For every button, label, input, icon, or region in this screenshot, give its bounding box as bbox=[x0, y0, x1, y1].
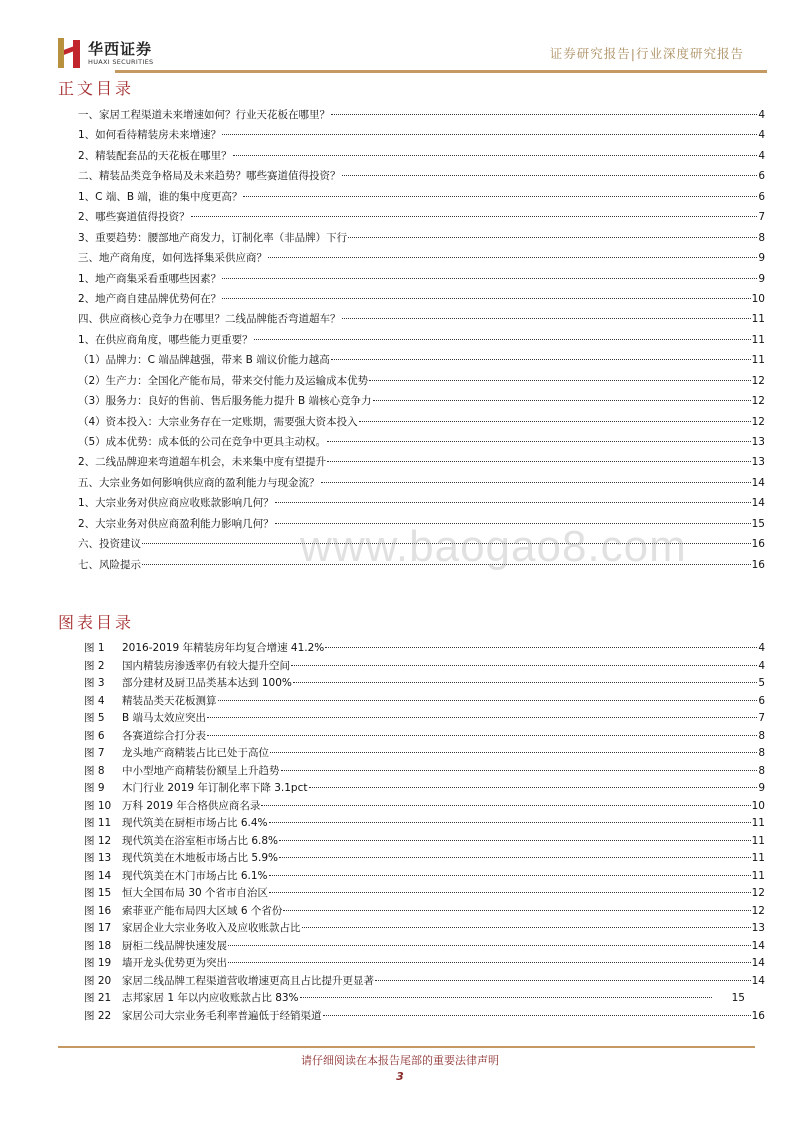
toc-entry[interactable] bbox=[78, 187, 765, 207]
toc-entry[interactable] bbox=[78, 452, 765, 472]
figure-label: 木门行业 2019 年订制化率下降 3.1pct bbox=[122, 782, 308, 794]
toc-entry-label: 2、大宗业务对供应商盈利能力影响几何？ bbox=[78, 517, 274, 530]
report-type-label: 证券研究报告|行业深度研究报告 bbox=[549, 46, 744, 61]
figure-number: 图 13 bbox=[84, 852, 112, 864]
figure-page: 14 bbox=[751, 939, 765, 952]
figure-number: 图 4 bbox=[84, 694, 105, 707]
figure-number: 图 10 bbox=[84, 799, 112, 812]
figure-list bbox=[84, 640, 765, 1025]
toc-entry-label: 2、地产商自建品牌优势何在？ bbox=[78, 292, 222, 305]
figure-entry[interactable] bbox=[84, 868, 765, 886]
dot-leader bbox=[291, 665, 757, 666]
dot-leader bbox=[228, 945, 751, 946]
figure-entry[interactable] bbox=[84, 745, 765, 763]
dot-leader bbox=[283, 910, 750, 911]
toc-entry-label: 二、精装品类竞争格局及未来趋势？哪些赛道值得投资？ bbox=[78, 170, 341, 183]
toc-entry[interactable] bbox=[78, 330, 765, 350]
figure-label: 各赛道综合打分表 bbox=[122, 729, 206, 742]
figure-label: 精装品类天花板测算 bbox=[122, 694, 217, 707]
dot-leader bbox=[268, 257, 757, 258]
dot-leader bbox=[373, 400, 751, 401]
figure-entry[interactable] bbox=[84, 850, 765, 868]
figure-page: 8 bbox=[758, 747, 765, 759]
toc-entry-page: 4 bbox=[758, 149, 765, 162]
dot-leader bbox=[359, 421, 751, 422]
toc-entry-label: 1、C 端、B 端，谁的集中度更高？ bbox=[78, 190, 243, 203]
figure-page: 7 bbox=[758, 712, 765, 724]
figure-number: 图 21 bbox=[84, 992, 112, 1004]
dot-leader bbox=[325, 647, 757, 648]
figure-label: 恒大全国布局 30 个省市自治区 bbox=[122, 887, 269, 899]
dot-leader bbox=[327, 461, 750, 462]
figure-page: 4 bbox=[758, 659, 765, 672]
toc-entry-label: 一、家居工程渠道未来增速如何？行业天花板在哪里？ bbox=[78, 109, 330, 121]
figures-title: 图表目录 bbox=[58, 613, 135, 632]
dot-leader bbox=[269, 892, 751, 893]
figure-entry[interactable] bbox=[84, 763, 765, 781]
dot-leader bbox=[222, 278, 757, 279]
toc-entry-page: 16 bbox=[751, 558, 765, 571]
toc-entry-page: 8 bbox=[758, 231, 765, 244]
toc-entry-label: 七、风险提示 bbox=[78, 558, 141, 571]
toc-entry-page: 14 bbox=[751, 476, 765, 489]
toc-entry[interactable] bbox=[78, 350, 765, 370]
dot-leader bbox=[207, 717, 757, 718]
toc-entry[interactable] bbox=[78, 391, 765, 411]
toc-entry-page: 9 bbox=[758, 252, 765, 265]
figure-entry[interactable] bbox=[84, 903, 765, 921]
figure-label: 家居企业大宗业务收入及应收账款占比 bbox=[122, 922, 301, 934]
logo-name-en: HUAXI SECURITIES bbox=[88, 57, 154, 66]
figure-page: 12 bbox=[751, 887, 765, 899]
dot-leader bbox=[269, 875, 751, 876]
figure-number: 图 15 bbox=[84, 887, 112, 899]
figure-entry[interactable] bbox=[84, 815, 765, 833]
footer-divider bbox=[58, 1046, 755, 1048]
toc-entry-label: 3、重要趋势：腰部地产商发力，订制化率（非品牌）下行 bbox=[78, 231, 348, 244]
dot-leader bbox=[309, 787, 758, 788]
dot-leader bbox=[270, 752, 757, 753]
dot-leader bbox=[207, 735, 757, 736]
toc-entry-page: 12 bbox=[751, 395, 765, 408]
figure-number: 图 9 bbox=[84, 782, 105, 794]
figure-number: 图 14 bbox=[84, 869, 112, 882]
figure-label: 龙头地产商精装占比已处于高位 bbox=[122, 747, 269, 759]
figure-entry[interactable] bbox=[84, 693, 765, 711]
toc-entry[interactable] bbox=[78, 228, 765, 248]
toc-entry-page: 11 bbox=[751, 313, 765, 326]
dot-leader bbox=[369, 380, 750, 381]
figure-number: 图 1 bbox=[84, 642, 105, 654]
figure-page: 8 bbox=[758, 764, 765, 777]
toc-entry-label: （4）资本投入：大宗业务存在一定账期，需要强大资本投入 bbox=[78, 415, 358, 428]
figure-page: 11 bbox=[751, 869, 765, 882]
figure-number: 图 22 bbox=[84, 1009, 112, 1022]
toc-entry[interactable] bbox=[78, 125, 765, 145]
figure-entry[interactable] bbox=[84, 798, 765, 816]
toc-entry-label: 四、供应商核心竞争力在哪里？二线品牌能否弯道超车？ bbox=[78, 313, 341, 326]
toc-entry[interactable] bbox=[78, 207, 765, 227]
dot-leader bbox=[269, 822, 751, 823]
figure-label: 家居公司大宗业务毛利率普遍低于经销渠道 bbox=[122, 1009, 322, 1022]
table-of-contents bbox=[78, 105, 765, 575]
company-logo bbox=[56, 38, 153, 68]
figure-number: 图 18 bbox=[84, 939, 112, 952]
figure-number: 图 2 bbox=[84, 659, 105, 672]
toc-entry[interactable] bbox=[78, 371, 765, 391]
figure-label: B 端马太效应突出 bbox=[122, 712, 207, 724]
figure-label: 墙开龙头优势更为突出 bbox=[122, 957, 227, 969]
figure-number: 图 20 bbox=[84, 974, 112, 987]
watermark: www.baogao8.com bbox=[300, 522, 687, 571]
toc-entry[interactable] bbox=[78, 269, 765, 289]
figure-number: 图 7 bbox=[84, 747, 105, 759]
toc-entry-label: （3）服务力：良好的售前、售后服务能力提升 B 端核心竞争力 bbox=[78, 395, 372, 408]
figure-label: 现代筑美在木地板市场占比 5.9% bbox=[122, 852, 279, 864]
figure-label: 现代筑美在厨柜市场占比 6.4% bbox=[122, 817, 268, 829]
toc-entry-page: 15 bbox=[751, 517, 765, 530]
figure-page: 15 bbox=[731, 992, 745, 1004]
dot-leader bbox=[191, 216, 758, 217]
toc-entry-page: 6 bbox=[758, 170, 765, 183]
toc-entry[interactable] bbox=[78, 166, 765, 186]
toc-entry-page: 14 bbox=[751, 497, 765, 510]
figure-entry[interactable] bbox=[84, 885, 765, 903]
dot-leader bbox=[327, 441, 750, 442]
figure-label: 现代筑美在浴室柜市场占比 6.8% bbox=[122, 834, 279, 847]
figure-page: 14 bbox=[751, 974, 765, 987]
figure-page: 6 bbox=[758, 694, 765, 707]
dot-leader bbox=[342, 175, 758, 176]
figure-entry[interactable] bbox=[84, 938, 765, 956]
figure-number: 图 5 bbox=[84, 712, 105, 724]
toc-entry-page: 11 bbox=[751, 354, 765, 367]
toc-entry-label: 2、精装配套品的天花板在哪里？ bbox=[78, 149, 232, 162]
dot-leader bbox=[331, 114, 757, 115]
dot-leader bbox=[281, 770, 758, 771]
figure-page: 5 bbox=[758, 677, 765, 689]
figure-number: 图 19 bbox=[84, 957, 112, 969]
dot-leader bbox=[243, 196, 757, 197]
toc-entry-label: （1）品牌力：C 端品牌越强，带来 B 端议价能力越高 bbox=[78, 354, 330, 367]
figure-entry[interactable] bbox=[84, 1008, 765, 1026]
dot-leader bbox=[293, 682, 757, 683]
figure-page: 10 bbox=[751, 799, 765, 812]
dot-leader bbox=[233, 155, 758, 156]
toc-title: 正文目录 bbox=[58, 79, 135, 98]
toc-entry-label: 2、哪些赛道值得投资？ bbox=[78, 211, 190, 224]
dot-leader bbox=[331, 359, 751, 360]
toc-entry-page: 11 bbox=[751, 333, 765, 346]
toc-entry-label: （5）成本优势：成本低的公司在竞争中更具主动权。 bbox=[78, 436, 327, 448]
figure-page: 16 bbox=[751, 1009, 765, 1022]
dot-leader bbox=[300, 997, 712, 998]
toc-entry-page: 6 bbox=[758, 190, 765, 203]
figure-entry[interactable] bbox=[84, 990, 765, 1008]
toc-entry-page: 13 bbox=[751, 436, 765, 448]
toc-entry[interactable] bbox=[78, 105, 765, 125]
figure-number: 图 8 bbox=[84, 764, 105, 777]
figure-entry[interactable] bbox=[84, 710, 765, 728]
figure-label: 家居二线品牌工程渠道营收增速更高且占比提升更显著 bbox=[122, 974, 374, 987]
toc-entry-page: 9 bbox=[758, 272, 765, 285]
toc-entry[interactable] bbox=[78, 289, 765, 309]
figure-page: 11 bbox=[751, 817, 765, 829]
toc-entry[interactable] bbox=[78, 412, 765, 432]
figure-label: 国内精装房渗透率仍有较大提升空间 bbox=[122, 659, 290, 672]
logo-mark-icon bbox=[56, 38, 82, 68]
dot-leader bbox=[228, 962, 751, 963]
figure-label: 厨柜二线品牌快速发展 bbox=[122, 939, 227, 952]
figure-page: 13 bbox=[751, 922, 765, 934]
dot-leader bbox=[254, 339, 751, 340]
dot-leader bbox=[348, 237, 757, 238]
dot-leader bbox=[222, 298, 750, 299]
figure-number: 图 3 bbox=[84, 677, 105, 689]
dot-leader bbox=[302, 927, 751, 928]
dot-leader bbox=[375, 980, 751, 981]
toc-entry-label: 2、二线品牌迎来弯道超车机会，未来集中度有望提升 bbox=[78, 456, 327, 469]
figure-page: 11 bbox=[751, 852, 765, 864]
figure-number: 图 17 bbox=[84, 922, 112, 934]
toc-entry-label: 1、在供应商角度，哪些能力更重要？ bbox=[78, 333, 253, 346]
toc-entry-label: （2）生产力：全国化产能布局，带来交付能力及运输成本优势 bbox=[78, 374, 369, 387]
dot-leader bbox=[275, 502, 751, 503]
figure-label: 中小型地产商精装份额呈上升趋势 bbox=[122, 764, 280, 777]
figure-label: 志邦家居 1 年以内应收账款占比 83% bbox=[122, 992, 299, 1004]
figure-entry[interactable] bbox=[84, 728, 765, 746]
figure-page: 8 bbox=[758, 729, 765, 742]
toc-entry[interactable] bbox=[78, 432, 765, 452]
figure-label: 现代筑美在木门市场占比 6.1% bbox=[122, 869, 268, 882]
toc-entry-page: 13 bbox=[751, 456, 765, 469]
figure-page: 11 bbox=[751, 834, 765, 847]
toc-entry-page: 10 bbox=[751, 292, 765, 305]
figure-entry[interactable] bbox=[84, 675, 765, 693]
figure-number: 图 6 bbox=[84, 729, 105, 742]
figure-label: 2016-2019 年精装房年均复合增速 41.2% bbox=[122, 642, 325, 654]
figure-number: 图 12 bbox=[84, 834, 112, 847]
toc-entry[interactable] bbox=[78, 146, 765, 166]
toc-entry-label: 1、大宗业务对供应商应收账款影响几何？ bbox=[78, 497, 274, 510]
logo-name-cn: 华西证券 bbox=[88, 39, 153, 58]
page-number: 3 bbox=[396, 1070, 404, 1083]
figure-page: 9 bbox=[758, 782, 765, 794]
toc-entry-label: 六、投资建议 bbox=[78, 538, 141, 551]
toc-entry-page: 12 bbox=[751, 374, 765, 387]
figure-label: 部分建材及厨卫品类基本达到 100% bbox=[122, 677, 292, 689]
legal-notice: 请仔细阅读在本报告尾部的重要法律声明 bbox=[301, 1054, 499, 1067]
figure-page: 14 bbox=[751, 957, 765, 969]
figure-entry[interactable] bbox=[84, 955, 765, 973]
figure-entry[interactable] bbox=[84, 920, 765, 938]
figure-label: 索菲亚产能布局四大区域 6 个省份 bbox=[122, 904, 283, 917]
figure-entry[interactable] bbox=[84, 780, 765, 798]
toc-entry-label: 三、地产商角度，如何选择集采供应商？ bbox=[78, 252, 267, 265]
figure-number: 图 11 bbox=[84, 817, 112, 829]
figure-entry[interactable] bbox=[84, 833, 765, 851]
toc-entry-page: 16 bbox=[751, 538, 765, 551]
dot-leader bbox=[323, 1015, 751, 1016]
dot-leader bbox=[279, 857, 751, 858]
toc-entry[interactable] bbox=[78, 473, 765, 493]
figure-number: 图 16 bbox=[84, 904, 112, 917]
toc-entry-page: 7 bbox=[758, 211, 765, 224]
dot-leader bbox=[342, 318, 751, 319]
toc-entry-page: 4 bbox=[758, 129, 765, 142]
dot-leader bbox=[222, 134, 757, 135]
toc-entry-page: 12 bbox=[751, 415, 765, 428]
toc-entry-label: 1、如何看待精装房未来增速？ bbox=[78, 129, 222, 142]
figure-entry[interactable] bbox=[84, 973, 765, 991]
toc-entry-page: 4 bbox=[758, 109, 765, 121]
toc-entry-label: 1、地产商集采看重哪些因素？ bbox=[78, 272, 222, 285]
toc-entry-label: 五、大宗业务如何影响供应商的盈利能力与现金流？ bbox=[78, 476, 320, 489]
header-divider bbox=[115, 70, 767, 73]
dot-leader bbox=[261, 805, 750, 806]
figure-label: 万科 2019 年合格供应商名录 bbox=[122, 799, 261, 812]
toc-entry[interactable] bbox=[78, 309, 765, 329]
figure-page: 4 bbox=[758, 642, 765, 654]
toc-entry[interactable] bbox=[78, 248, 765, 268]
dot-leader bbox=[321, 482, 751, 483]
dot-leader bbox=[218, 700, 758, 701]
figure-entry[interactable] bbox=[84, 658, 765, 676]
dot-leader bbox=[279, 840, 751, 841]
figure-page: 12 bbox=[751, 904, 765, 917]
figure-entry[interactable] bbox=[84, 640, 765, 658]
toc-entry[interactable] bbox=[78, 493, 765, 513]
